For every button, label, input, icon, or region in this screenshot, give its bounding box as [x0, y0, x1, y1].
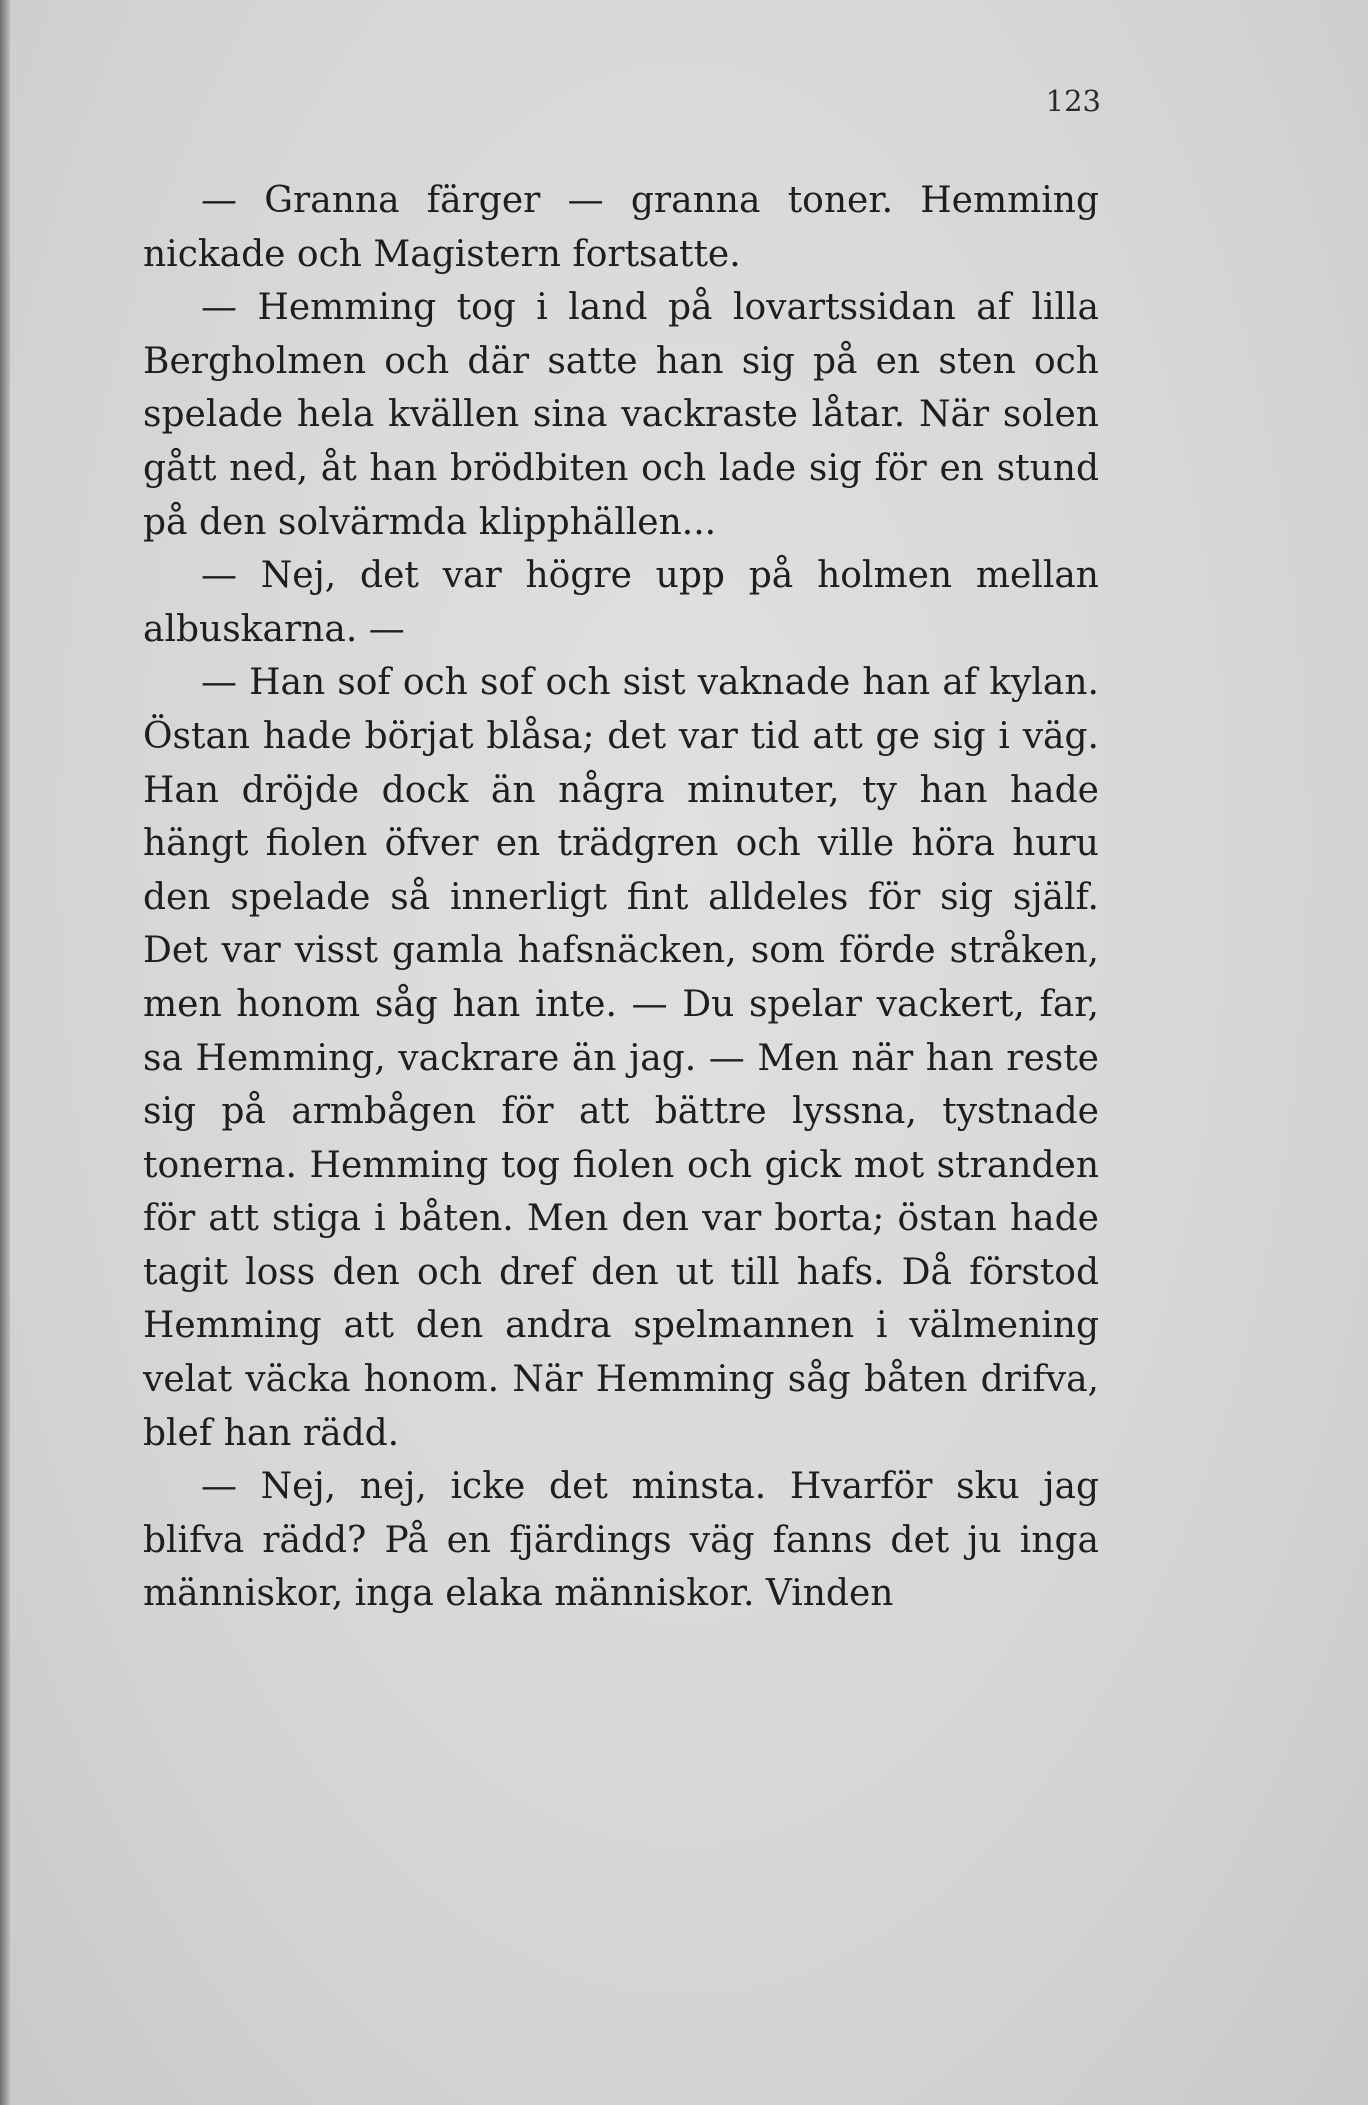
paragraph-5: — Nej, nej, icke det minsta. Hvarför sku jag blifva rädd? På en fjärdings väg fanns det ju inga människor, inga elaka människor. Vinden [143, 1466, 1099, 1615]
page-shadow-edge [0, 0, 10, 2105]
paragraph-4: — Han sof och sof och sist vaknade han af kylan. Östan hade börjat blåsa; det var tid att ge sig i väg. Han dröjde dock än några minuter, ty han hade hängt fiolen öfver en trädgren och ville höra huru den spelade så innerligt fint alldeles för sig själf. Det var visst gamla hafsnäcken, som förde stråken, men honom såg han inte. — Du spelar vackert, far, sa Hemming, vackrare än jag. — Men när han reste sig på armbågen för att bättre lyssna, tystnade tonerna. Hemming tog fiolen och gick mot stranden för att stiga i båten. Men den var borta; östan hade tagit loss den och dref den ut till hafs. Då förstod Hemming att den andra spelmannen i välmening velat väcka honom. När Hemming såg båten drifva, blef han rädd. [143, 662, 1099, 1454]
paragraph-1: — Granna färger — granna toner. Hemming nickade och Magistern fortsatte. [143, 180, 1099, 275]
paragraph-2: — Hemming tog i land på lovartssidan af lilla Bergholmen och där satte han sig på en sten och spelade hela kvällen sina vackraste låtar. När solen gått ned, åt han brödbiten och lade sig för en stund på den solvärmda klipphällen... [143, 287, 1099, 543]
body-text [143, 174, 1099, 1621]
page-number: 123 [1045, 84, 1101, 118]
paragraph-3: — Nej, det var högre upp på holmen mellan albuskarna. — [143, 555, 1099, 650]
